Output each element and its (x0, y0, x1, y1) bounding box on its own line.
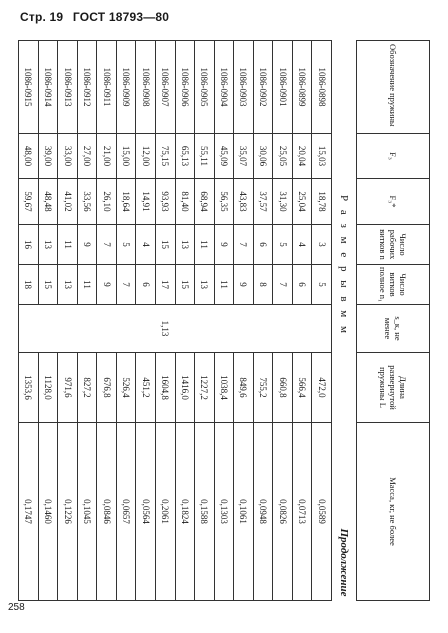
table-row (136, 41, 156, 601)
cell-length: 1353,6 (19, 353, 39, 423)
cell-working-coils: 3 (312, 225, 332, 265)
cell-f3star: 31,30 (273, 179, 293, 225)
cell-designation: 1086-0903 (234, 41, 254, 134)
continuation-label: Продолжение (337, 528, 350, 597)
cell-designation: 1086-0902 (253, 41, 273, 134)
table-header-row (357, 41, 430, 601)
cell-length: 971,6 (58, 353, 78, 423)
cell-f3star: 48,48 (38, 179, 58, 225)
cell-working-coils: 4 (292, 225, 312, 265)
cell-mass: 0,1460 (38, 423, 58, 601)
cell-length: 566,4 (292, 353, 312, 423)
cell-designation: 1086-0911 (97, 41, 117, 134)
cell-f3star: 14,91 (136, 179, 156, 225)
cell-working-coils: 5 (116, 225, 136, 265)
cell-sk (136, 305, 156, 353)
table-row (273, 41, 293, 601)
table-row (77, 41, 97, 601)
cell-f3star: 18,78 (312, 179, 332, 225)
table-row (195, 41, 215, 601)
cell-sk (273, 305, 293, 353)
table-row (116, 41, 136, 601)
cell-f3: 25,05 (273, 134, 293, 179)
cell-total-coils: 5 (312, 265, 332, 305)
cell-f3star: 33,56 (77, 179, 97, 225)
cell-sk (175, 305, 195, 353)
col-header-working-coils: Число рабочих витков n (357, 225, 430, 265)
cell-total-coils: 6 (136, 265, 156, 305)
cell-f3: 15,03 (312, 134, 332, 179)
page-number: 258 (8, 602, 25, 613)
table-row (38, 41, 58, 601)
cell-mass: 0,1824 (175, 423, 195, 601)
cell-f3: 12,00 (136, 134, 156, 179)
cell-working-coils: 7 (97, 225, 117, 265)
cell-length: 451,2 (136, 353, 156, 423)
cell-working-coils: 11 (195, 225, 215, 265)
cell-f3: 48,00 (19, 134, 39, 179)
cell-sk (116, 305, 136, 353)
cell-total-coils: 13 (58, 265, 78, 305)
cell-f3: 65,13 (175, 134, 195, 179)
col-header-f3: F₃ (357, 134, 430, 179)
cell-mass: 0,1061 (234, 423, 254, 601)
cell-sk (97, 305, 117, 353)
cell-f3star: 43,83 (234, 179, 254, 225)
cell-designation: 1086-0905 (195, 41, 215, 134)
cell-total-coils: 15 (38, 265, 58, 305)
col-header-length: Длина развернутой пружины L (357, 353, 430, 423)
cell-length: 1604,8 (156, 353, 176, 423)
cell-mass: 0,0826 (273, 423, 293, 601)
cell-total-coils: 9 (234, 265, 254, 305)
cell-f3: 15,00 (116, 134, 136, 179)
page-label: Стр. 19 (20, 10, 64, 24)
cell-mass: 0,0564 (136, 423, 156, 601)
cell-f3: 20,04 (292, 134, 312, 179)
cell-f3: 30,06 (253, 134, 273, 179)
cell-f3: 35,07 (234, 134, 254, 179)
cell-total-coils: 17 (156, 265, 176, 305)
cell-working-coils: 11 (58, 225, 78, 265)
cell-length: 1416,0 (175, 353, 195, 423)
table-row (253, 41, 273, 601)
cell-working-coils: 16 (19, 225, 39, 265)
table-row (156, 41, 176, 601)
cell-total-coils: 7 (273, 265, 293, 305)
cell-sk: 1,13 (156, 305, 176, 353)
cell-length: 676,8 (97, 353, 117, 423)
cell-length: 1038,4 (214, 353, 234, 423)
cell-length: 755,2 (253, 353, 273, 423)
cell-length: 472,0 (312, 353, 332, 423)
cell-f3: 27,00 (77, 134, 97, 179)
cell-sk (195, 305, 215, 353)
cell-total-coils: 11 (214, 265, 234, 305)
cell-mass: 0,1045 (77, 423, 97, 601)
cell-working-coils: 5 (273, 225, 293, 265)
sizes-title: Р а з м е р ы в м м (337, 195, 350, 336)
col-header-sk: s_к, не менее (357, 305, 430, 353)
cell-designation: 1086-0899 (292, 41, 312, 134)
cell-working-coils: 15 (156, 225, 176, 265)
cell-length: 849,6 (234, 353, 254, 423)
cell-total-coils: 8 (253, 265, 273, 305)
cell-designation: 1086-0915 (19, 41, 39, 134)
cell-sk (19, 305, 39, 353)
cell-f3star: 81,40 (175, 179, 195, 225)
table-row (292, 41, 312, 601)
cell-total-coils: 11 (77, 265, 97, 305)
cell-working-coils: 7 (234, 225, 254, 265)
cell-f3: 75,15 (156, 134, 176, 179)
cell-designation: 1086-0898 (312, 41, 332, 134)
cell-mass: 0,0657 (116, 423, 136, 601)
spring-dimensions-table (18, 40, 430, 601)
col-header-f3star: F₃* (357, 179, 430, 225)
cell-sk (253, 305, 273, 353)
cell-working-coils: 13 (175, 225, 195, 265)
cell-length: 827,2 (77, 353, 97, 423)
col-header-total-coils: Число витков полное n₁ (357, 265, 430, 305)
cell-total-coils: 7 (116, 265, 136, 305)
cell-working-coils: 6 (253, 225, 273, 265)
cell-mass: 0,1747 (19, 423, 39, 601)
cell-f3: 39,00 (38, 134, 58, 179)
cell-f3star: 68,94 (195, 179, 215, 225)
cell-total-coils: 13 (195, 265, 215, 305)
cell-length: 526,4 (116, 353, 136, 423)
cell-sk (77, 305, 97, 353)
cell-f3star: 37,57 (253, 179, 273, 225)
cell-working-coils: 9 (214, 225, 234, 265)
cell-mass: 0,0948 (253, 423, 273, 601)
cell-f3star: 26,10 (97, 179, 117, 225)
cell-mass: 0,2061 (156, 423, 176, 601)
cell-length: 1227,2 (195, 353, 215, 423)
cell-mass: 0,1226 (58, 423, 78, 601)
cell-sk (292, 305, 312, 353)
cell-designation: 1086-0907 (156, 41, 176, 134)
table-caption-row (331, 41, 356, 601)
cell-f3star: 59,67 (19, 179, 39, 225)
cell-length: 660,8 (273, 353, 293, 423)
cell-designation: 1086-0909 (116, 41, 136, 134)
cell-mass: 0,1588 (195, 423, 215, 601)
cell-mass: 0,0713 (292, 423, 312, 601)
cell-f3star: 93,93 (156, 179, 176, 225)
table-row (214, 41, 234, 601)
cell-designation: 1086-0912 (77, 41, 97, 134)
cell-total-coils: 18 (19, 265, 39, 305)
cell-length: 1128,0 (38, 353, 58, 423)
table-row (97, 41, 117, 601)
cell-sk (234, 305, 254, 353)
rotated-table-container (18, 40, 430, 600)
cell-designation: 1086-0901 (273, 41, 293, 134)
cell-sk (38, 305, 58, 353)
cell-designation: 1086-0908 (136, 41, 156, 134)
cell-sk (312, 305, 332, 353)
page-header (20, 10, 175, 24)
cell-total-coils: 6 (292, 265, 312, 305)
cell-mass: 0,1303 (214, 423, 234, 601)
cell-total-coils: 15 (175, 265, 195, 305)
cell-f3: 21,00 (97, 134, 117, 179)
table-row (234, 41, 254, 601)
cell-f3star: 18,64 (116, 179, 136, 225)
table-body (19, 41, 332, 601)
cell-designation: 1086-0913 (58, 41, 78, 134)
cell-designation: 1086-0904 (214, 41, 234, 134)
cell-f3: 45,09 (214, 134, 234, 179)
cell-designation: 1086-0906 (175, 41, 195, 134)
table-row (19, 41, 39, 601)
cell-working-coils: 13 (38, 225, 58, 265)
table-row (175, 41, 195, 601)
col-header-designation: Обозначение пружины (357, 41, 430, 134)
cell-working-coils: 9 (77, 225, 97, 265)
cell-f3: 55,11 (195, 134, 215, 179)
table-row (312, 41, 332, 601)
cell-sk (58, 305, 78, 353)
cell-mass: 0,0846 (97, 423, 117, 601)
cell-sk (214, 305, 234, 353)
cell-mass: 0,0589 (312, 423, 332, 601)
cell-f3star: 56,35 (214, 179, 234, 225)
table-row (58, 41, 78, 601)
cell-f3star: 41,02 (58, 179, 78, 225)
cell-total-coils: 9 (97, 265, 117, 305)
cell-f3star: 25,04 (292, 179, 312, 225)
col-header-mass: Масса, кг, не более (357, 423, 430, 601)
cell-working-coils: 4 (136, 225, 156, 265)
cell-designation: 1086-0914 (38, 41, 58, 134)
standard-code: ГОСТ 18793—80 (72, 10, 170, 24)
cell-f3: 33,00 (58, 134, 78, 179)
